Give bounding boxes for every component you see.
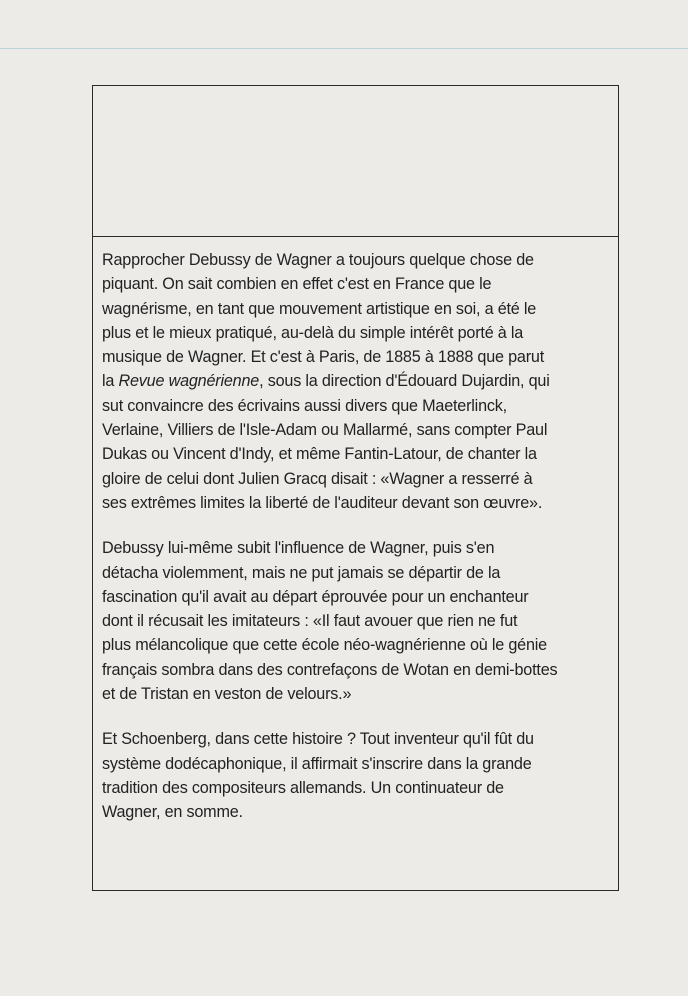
text-line: et de Tristan en veston de velours.»: [102, 685, 352, 704]
frame-divider: [93, 236, 618, 237]
text-line: Verlaine, Villiers de l'Isle-Adam ou Mallarmé, sans compter Paul: [102, 421, 548, 440]
text-line: français sombra dans des contrefaçons de Wotan en demi-bottes: [102, 660, 558, 679]
text-line: sut convaincre des écrivains aussi divers que Maeterlinck,: [102, 396, 507, 415]
text-line: dont il récusait les imitateurs : «Il faut avouer que rien ne fut: [102, 612, 518, 631]
text-line: musique de Wagner. Et c'est à Paris, de 1885 à 1888 que parut: [102, 348, 545, 367]
paragraph-1: [102, 248, 612, 515]
text-line: détacha violemment, mais ne put jamais se départir de la: [102, 563, 501, 582]
scan-top-rule: [0, 48, 688, 49]
paragraph-2: [102, 536, 612, 706]
text-run: , sous la direction d'Édouard Dujardin, qui: [259, 372, 550, 391]
journal-title: Revue wagnérienne: [118, 372, 260, 391]
text-line: tradition des compositeurs allemands. Un continuateur de: [102, 778, 504, 797]
text-frame: [92, 85, 619, 891]
text-line: [102, 369, 612, 393]
text-line: piquant. On sait combien en effet c'est en France que le: [102, 275, 492, 294]
text-line: wagnérisme, en tant que mouvement artistique en soi, a été le: [102, 299, 537, 318]
paragraph-3: [102, 727, 612, 824]
text-run: la: [102, 372, 119, 391]
text-line: Wagner, en somme.: [102, 803, 243, 822]
text-line: plus mélancolique que cette école néo-wagnérienne où le génie: [102, 636, 547, 655]
text-line: fascination qu'il avait au départ éprouvée pour un enchanteur: [102, 587, 529, 606]
text-line: Et Schoenberg, dans cette histoire ? Tout inventeur qu'il fût du: [102, 730, 534, 749]
text-line: système dodécaphonique, il affirmait s'inscrire dans la grande: [102, 754, 532, 773]
text-line: Dukas ou Vincent d'Indy, et même Fantin-Latour, de chanter la: [102, 445, 537, 464]
text-line: plus et le mieux pratiqué, au-delà du simple intérêt porté à la: [102, 323, 524, 342]
text-line: gloire de celui dont Julien Gracq disait : «Wagner a resserré à: [102, 469, 533, 488]
text-line: Rapprocher Debussy de Wagner a toujours quelque chose de: [102, 251, 534, 269]
text-line: ses extrêmes limites la liberté de l'auditeur devant son œuvre».: [102, 493, 543, 512]
text-line: Debussy lui-même subit l'influence de Wagner, puis s'en: [102, 539, 495, 558]
article-body: [102, 248, 612, 846]
